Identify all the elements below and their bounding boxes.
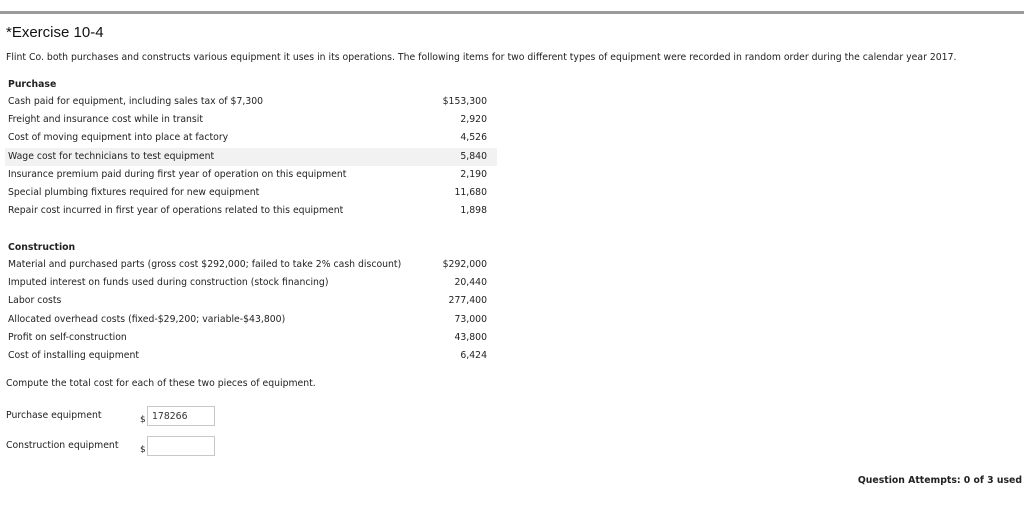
row-label: Insurance premium paid during first year of operation on this equipment — [8, 168, 347, 180]
question-prompt: Compute the total cost for each of these two pieces of equipment. — [6, 378, 316, 389]
table-row — [5, 184, 497, 202]
table-row — [5, 311, 497, 329]
row-amount: 20,440 — [454, 277, 487, 289]
row-amount: 73,000 — [454, 313, 487, 325]
row-amount: 2,920 — [460, 114, 487, 126]
row-label: Cost of installing equipment — [8, 349, 140, 361]
purchase-equipment-input[interactable] — [147, 406, 215, 426]
question-attempts: Question Attempts: 0 of 3 used — [857, 475, 1022, 486]
row-amount: $153,300 — [442, 96, 487, 107]
row-label: Repair cost incurred in first year of operations related to this equipment — [8, 205, 344, 217]
row-amount: 11,680 — [454, 186, 487, 198]
row-label: Profit on self-construction — [8, 331, 127, 343]
table-row — [5, 292, 497, 310]
row-label: Material and purchased parts (gross cost $292,000; failed to take 2% cash discount) — [8, 259, 402, 270]
construction-table — [5, 239, 497, 365]
purchase-header: Purchase — [8, 79, 57, 90]
row-amount: 277,400 — [448, 295, 487, 307]
table-row — [5, 274, 497, 292]
currency-symbol: $ — [140, 445, 146, 455]
table-row — [5, 329, 497, 347]
construction-equipment-input[interactable] — [147, 436, 215, 456]
row-amount: $292,000 — [442, 259, 487, 270]
row-label: Wage cost for technicians to test equipment — [8, 150, 215, 162]
table-row — [5, 166, 497, 184]
problem-statement: Flint Co. both purchases and constructs various equipment it uses in its operations. The following items for two different types of equipment were recorded in random order during the calendar year 2017. — [6, 52, 957, 63]
table-row — [5, 148, 497, 166]
row-label: Allocated overhead costs (fixed-$29,200; variable-$43,800) — [8, 313, 286, 325]
top-divider — [0, 11, 1024, 14]
row-amount: 6,424 — [460, 349, 487, 361]
exercise-title: *Exercise 10-4 — [6, 24, 104, 41]
row-amount: 5,840 — [460, 150, 487, 162]
table-row — [5, 111, 497, 129]
construction-equipment-label: Construction equipment — [6, 440, 119, 451]
row-amount: 1,898 — [460, 205, 487, 217]
currency-symbol: $ — [140, 415, 146, 425]
table-row — [5, 347, 497, 365]
row-amount: 4,526 — [460, 132, 487, 144]
row-label: Freight and insurance cost while in transit — [8, 114, 203, 126]
table-row — [5, 256, 497, 274]
row-amount: 2,190 — [460, 168, 487, 180]
row-label: Special plumbing fixtures required for new equipment — [8, 186, 260, 198]
table-row — [5, 93, 497, 111]
purchase-table — [5, 76, 497, 220]
row-amount: 43,800 — [454, 331, 487, 343]
purchase-equipment-label: Purchase equipment — [6, 410, 102, 421]
row-label: Imputed interest on funds used during construction (stock financing) — [8, 277, 329, 289]
row-label: Cost of moving equipment into place at factory — [8, 132, 229, 144]
table-row — [5, 202, 497, 220]
row-label: Cash paid for equipment, including sales tax of $7,300 — [8, 96, 264, 107]
row-label: Labor costs — [8, 295, 62, 307]
construction-header: Construction — [8, 242, 76, 253]
table-row — [5, 129, 497, 147]
